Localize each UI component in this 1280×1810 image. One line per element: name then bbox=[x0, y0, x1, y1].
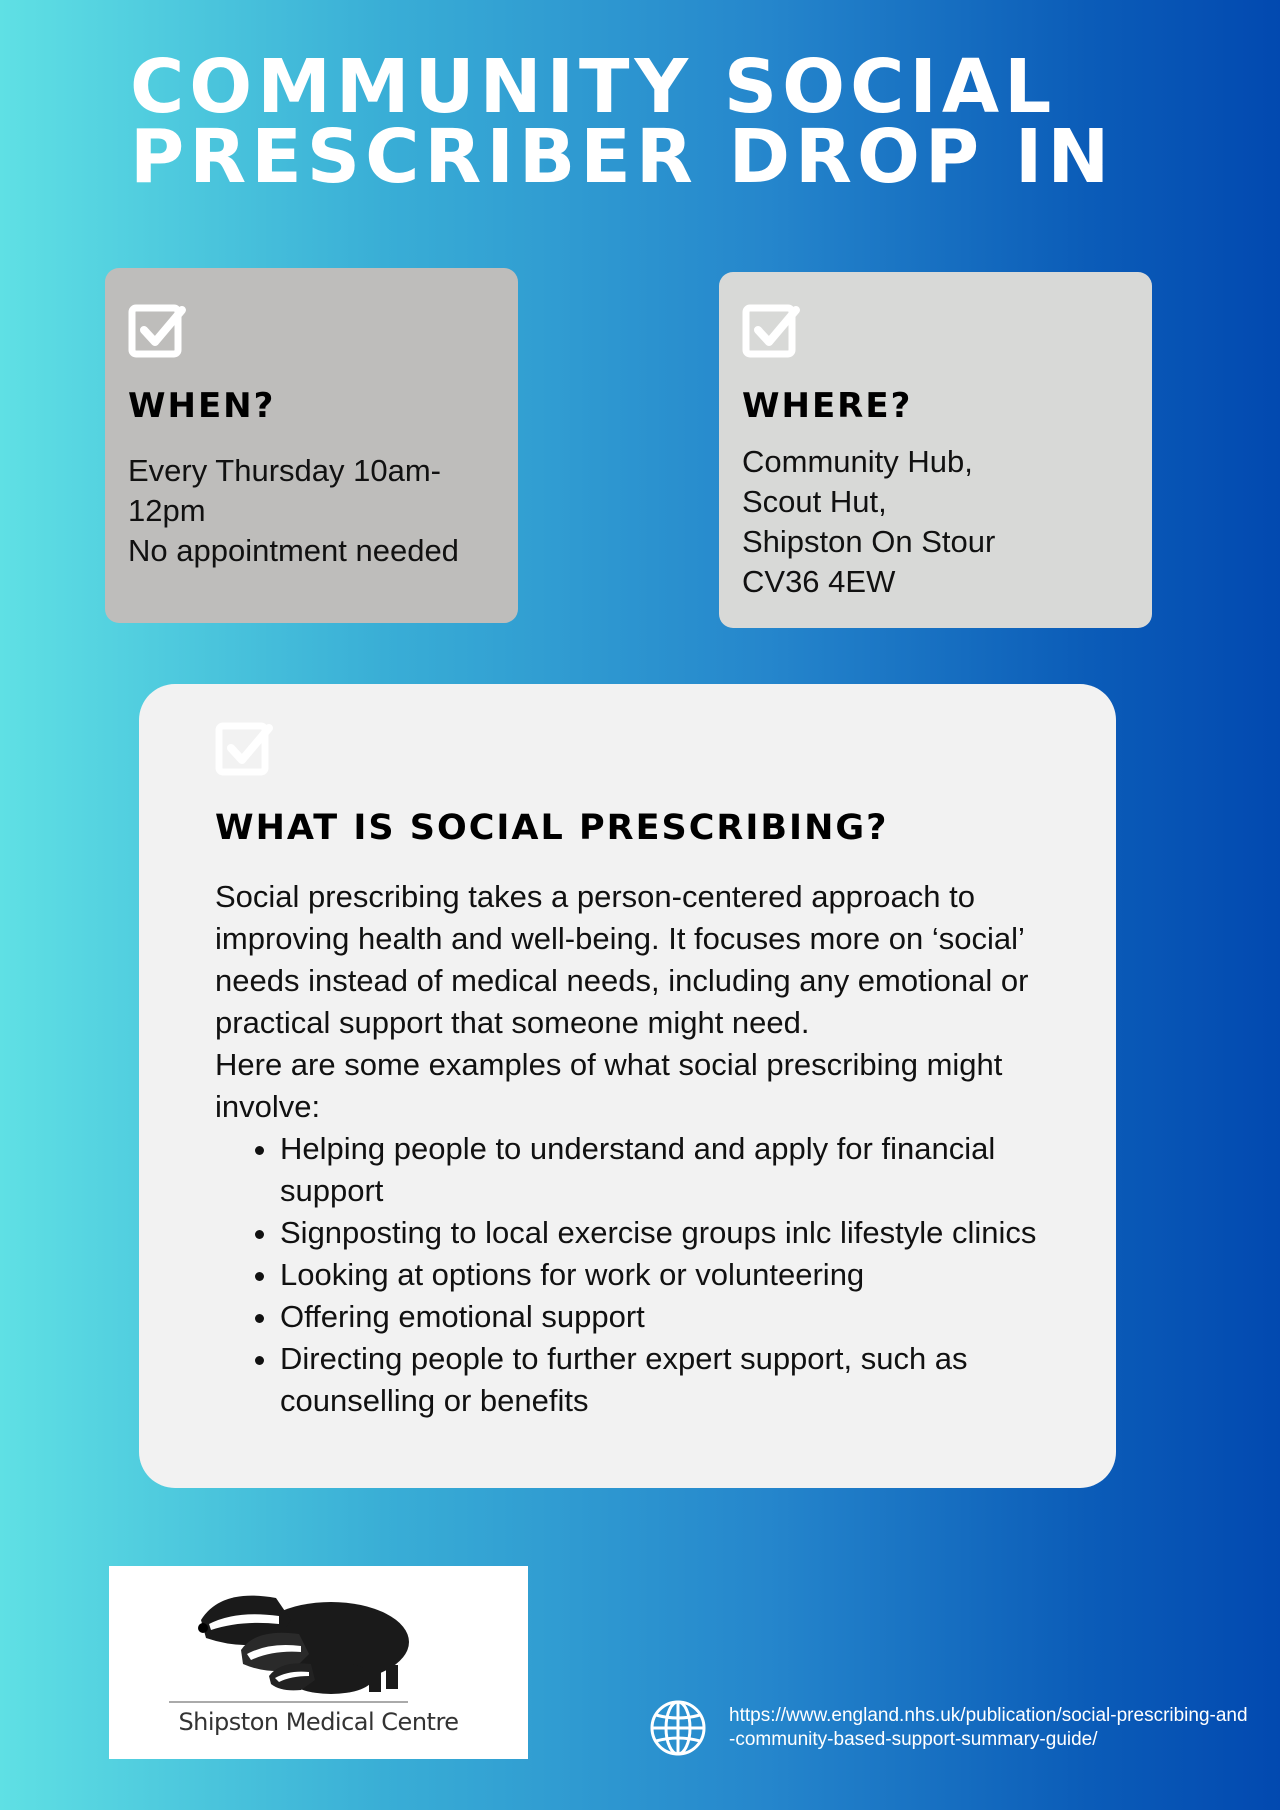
when-line: Every Thursday 10am-12pm bbox=[128, 453, 441, 528]
address-line: Community Hub, bbox=[742, 444, 973, 479]
address-line: CV36 4EW bbox=[742, 564, 896, 599]
where-card bbox=[719, 272, 1152, 628]
checkbox-icon bbox=[128, 302, 188, 362]
examples-list bbox=[215, 1128, 1045, 1422]
checkbox-icon bbox=[215, 720, 275, 780]
shipston-logo bbox=[109, 1566, 528, 1759]
list-item: • Signposting to local exercise groups inlc lifestyle clinics bbox=[280, 1212, 1045, 1254]
what-heading: WHAT IS SOCIAL PRESCRIBING? bbox=[215, 808, 889, 848]
logo-text: Shipston Medical Centre bbox=[178, 1708, 459, 1736]
where-heading: WHERE? bbox=[742, 386, 913, 426]
page-title bbox=[130, 44, 1230, 200]
when-heading: WHEN? bbox=[128, 386, 276, 426]
logo-divider bbox=[169, 1701, 408, 1703]
list-item: • Helping people to understand and apply for financial support bbox=[280, 1128, 1045, 1212]
globe-icon bbox=[649, 1699, 707, 1757]
title-line-1: COMMUNITY SOCIAL bbox=[130, 44, 1057, 130]
what-card bbox=[139, 684, 1116, 1488]
address-line: Shipston On Stour bbox=[742, 524, 996, 559]
list-item: • Looking at options for work or volunteering bbox=[280, 1254, 1045, 1296]
where-address bbox=[742, 442, 995, 602]
what-body bbox=[215, 876, 1045, 1422]
when-details bbox=[128, 451, 518, 571]
when-line: No appointment needed bbox=[128, 533, 459, 568]
title-line-2: PRESCRIBER DROP IN bbox=[130, 114, 1115, 200]
address-line: Scout Hut, bbox=[742, 484, 887, 519]
checkbox-icon bbox=[742, 302, 802, 362]
what-intro: Social prescribing takes a person-centered approach to improving health and well-being. It focuses more on ‘social’ needs instead of medical needs, including any emotional or practical support that someone might need. bbox=[215, 879, 1029, 1040]
badger-icon bbox=[181, 1580, 421, 1700]
examples-intro: Here are some examples of what social prescribing might involve: bbox=[215, 1047, 1003, 1124]
list-item: • Offering emotional support bbox=[280, 1296, 1045, 1338]
list-item: • Directing people to further expert support, such as counselling or benefits bbox=[280, 1338, 1045, 1422]
when-card bbox=[105, 268, 518, 623]
source-link[interactable]: https://www.england.nhs.uk/publication/social-prescribing-and-community-based-support-summary-guide/ bbox=[729, 1705, 1248, 1750]
